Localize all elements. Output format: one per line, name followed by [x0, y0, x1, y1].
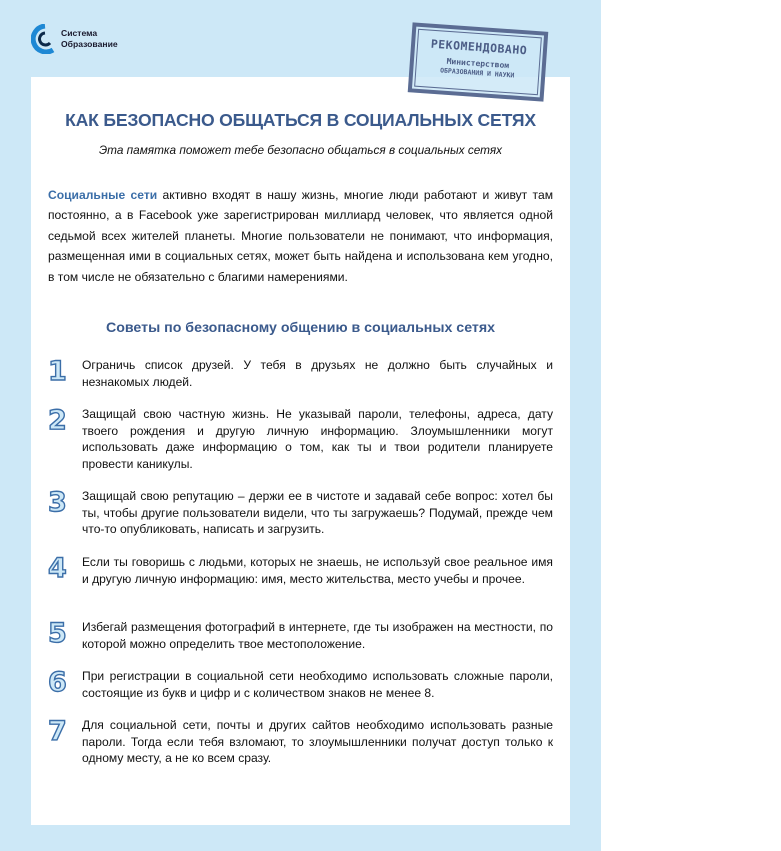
tip-text: Защищай свою частную жизнь. Не указывай пароли, телефоны, адреса, дату твоего рождения и другую личную информацию. Злоумышленники могут использовать даже информацию о том, как ты и твои родители планируете провести каникулы.	[82, 407, 553, 471]
tip-text: Если ты говоришь с людьми, которых не знаешь, не используй свое реальное имя и другую личную информацию: имя, место жительства, место учебы и прочее.	[82, 555, 553, 586]
tip-item-5	[48, 619, 553, 652]
tip-text: Избегай размещения фотографий в интернете, где ты изображен на местности, по которой можно определить твое местоположение.	[82, 620, 553, 651]
intro-text: активно входят в нашу жизнь, многие люди работают и живут там постоянно, а в Facebook уже зарегистрирован миллиард человек, что является одной седьмой всех жителей планеты. Многие пользователи не понимают, что информация, размещенная ими в социальных сетях, может быть найдена и использована кем угодно, в том числе не обязательно с благими намерениями.	[48, 188, 554, 284]
tip-number: 7	[48, 716, 67, 747]
stamp-line-1: РЕКОМЕНДОВАНО	[430, 36, 528, 58]
tip-number: 3	[48, 487, 67, 518]
tip-text: Защищай свою репутацию – держи ее в чистоте и задавай себе вопрос: хотел бы ты, чтобы другие пользователи видели, что ты загружаешь? Подумай, прежде чем что-то опубликовать, написать и загрузить.	[82, 489, 553, 536]
logo-line-1: Система	[61, 28, 98, 38]
tip-item-1	[48, 357, 553, 390]
stamp-line-3: ОБРАЗОВАНИЯ И НАУКИ	[439, 66, 515, 80]
logo	[31, 24, 118, 54]
tip-number: 5	[48, 618, 67, 649]
tip-text: Для социальной сети, почты и других сайтов необходимо использовать разные пароли. Тогда если тебя взломают, то злоумышленники получат доступ только к одному месту, а не ко всем сразу.	[82, 718, 553, 765]
logo-line-2: Образование	[61, 39, 118, 49]
stamp-line-2: Министерством	[446, 56, 510, 71]
tip-text: Ограничь список друзей. У тебя в друзьях не должно быть случайных и незнакомых людей.	[82, 358, 553, 389]
intro-highlight: Социальные сети	[48, 188, 158, 202]
logo-icon	[31, 24, 57, 54]
tip-item-3	[48, 488, 553, 538]
tip-number: 2	[48, 405, 67, 436]
tip-text: При регистрации в социальной сети необходимо использовать сложные пароли, состоящие из букв и цифр и с количеством знаков не менее 8.	[82, 669, 553, 700]
page-subtitle: Эта памятка поможет тебе безопасно общаться в социальных сетях	[98, 143, 503, 157]
tip-number: 1	[48, 356, 67, 387]
tip-item-2	[48, 406, 553, 472]
tip-item-7	[48, 717, 553, 767]
tip-item-6	[48, 668, 553, 701]
page-title: КАК БЕЗОПАСНО ОБЩАТЬСЯ В СОЦИАЛЬНЫХ СЕТЯХ	[65, 110, 536, 130]
recommended-stamp	[408, 22, 549, 101]
tips-heading: Советы по безопасному общению в социальных сетях	[105, 320, 496, 336]
tip-number: 6	[48, 667, 67, 698]
tip-number: 4	[48, 553, 67, 584]
tip-item-4	[48, 554, 553, 587]
intro-paragraph	[48, 185, 553, 287]
